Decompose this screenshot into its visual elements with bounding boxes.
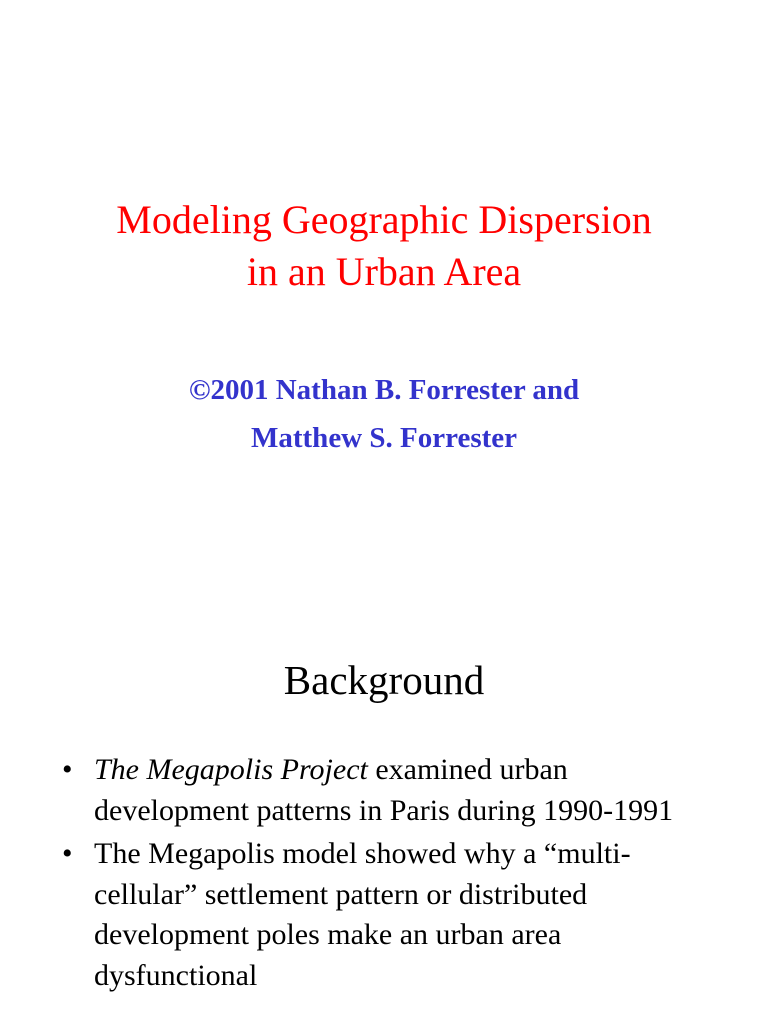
bullet-text: The Megapolis model showed why a “multi-cellular” settlement pattern or distributed development poles make an urban area dysfunctional bbox=[94, 837, 631, 992]
author-line-2: Matthew S. Forrester bbox=[251, 422, 517, 454]
title-line-2: in an Urban Area bbox=[246, 249, 522, 294]
bullet-text: examined urban development patterns in Paris during 1990-1991 bbox=[94, 753, 674, 827]
bullet-item bbox=[60, 834, 720, 996]
bullet-italic-text: The Megapolis Project bbox=[94, 753, 368, 786]
bullet-list bbox=[60, 750, 720, 999]
bullet-marker: • bbox=[62, 837, 73, 870]
slide-title bbox=[0, 194, 768, 298]
bullet-marker: • bbox=[62, 753, 73, 786]
bullet-item bbox=[60, 750, 720, 831]
title-line-1: Modeling Geographic Dispersion bbox=[116, 197, 652, 242]
author-line-1: ©2001 Nathan B. Forrester and bbox=[188, 374, 580, 406]
author-credits bbox=[0, 366, 768, 462]
section-heading: Background bbox=[283, 657, 485, 703]
